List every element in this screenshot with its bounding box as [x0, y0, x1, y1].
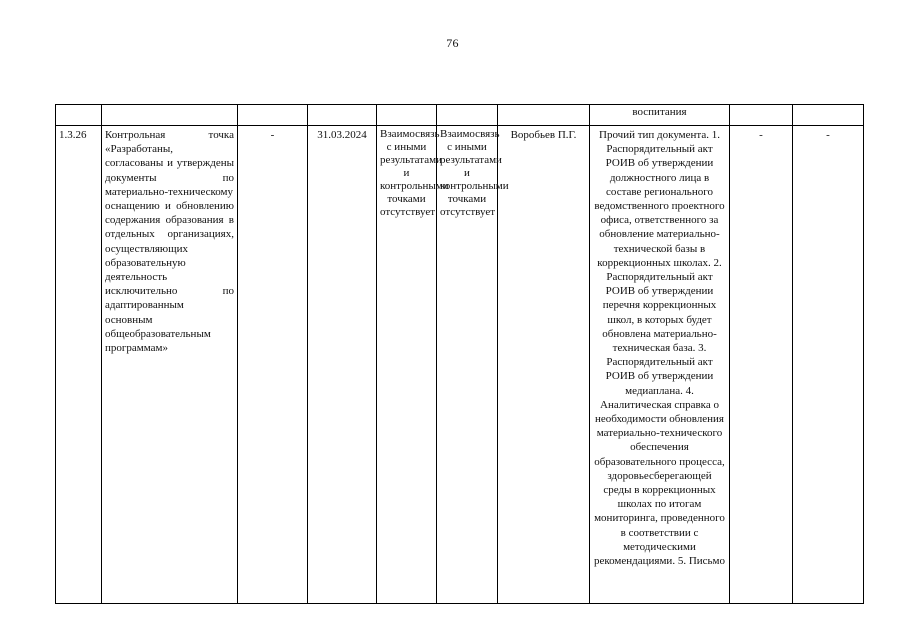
- start-date: -: [238, 126, 308, 604]
- cell-empty: [793, 105, 864, 126]
- continuation-row: [56, 105, 864, 126]
- control-point-name: Контрольная точка «Разработаны, согласованы и утверждены документы по материально-техническому оснащению и обновлению содержания образования в отдельных организациях, осуществляющих образовательную деятельность исключительно по адаптированным основным общеобразовательным программам»: [102, 126, 238, 604]
- predecessors: Взаимосвязь с иными результатами и контрольными точками отсутствует: [377, 126, 437, 604]
- successors: Взаимосвязь с иными результатами и контрольными точками отсутствует: [437, 126, 498, 604]
- cell-empty: [377, 105, 437, 126]
- page-number: 76: [446, 36, 459, 50]
- responsible-person: Воробьев П.Г.: [498, 126, 590, 604]
- cell-empty: [308, 105, 377, 126]
- cell-empty: [56, 105, 102, 126]
- col10-value: -: [793, 126, 864, 604]
- cell-empty: [437, 105, 498, 126]
- table-row: [56, 126, 864, 604]
- cell-empty: [102, 105, 238, 126]
- row-number: 1.3.26: [56, 126, 102, 604]
- plan-table: [55, 104, 864, 604]
- col9-value: -: [730, 126, 793, 604]
- cell-empty: [498, 105, 590, 126]
- continuation-text: воспитания: [590, 105, 730, 126]
- document-type: Прочий тип документа. 1. Распорядительный акт РОИВ об утверждении должностного лица в составе регионального ведомственного проектного офиса, ответственного за обновление материально-технической базы в коррекционных школах. 2. Распорядительный акт РОИВ об утверждении перечня коррекционных школ, в которых будет обновлена материально-техническая база. 3. Распорядительный акт РОИВ об утверждении медиаплана. 4. Аналитическая справка о необходимости обновления материально-технического обеспечения образовательного процесса, здоровьесберегающей среды в коррекционных школах по итогам мониторинга, проведенного в соответствии с методическими рекомендациями. 5. Письмо: [590, 126, 730, 604]
- cell-empty: [730, 105, 793, 126]
- end-date: 31.03.2024: [308, 126, 377, 604]
- cell-empty: [238, 105, 308, 126]
